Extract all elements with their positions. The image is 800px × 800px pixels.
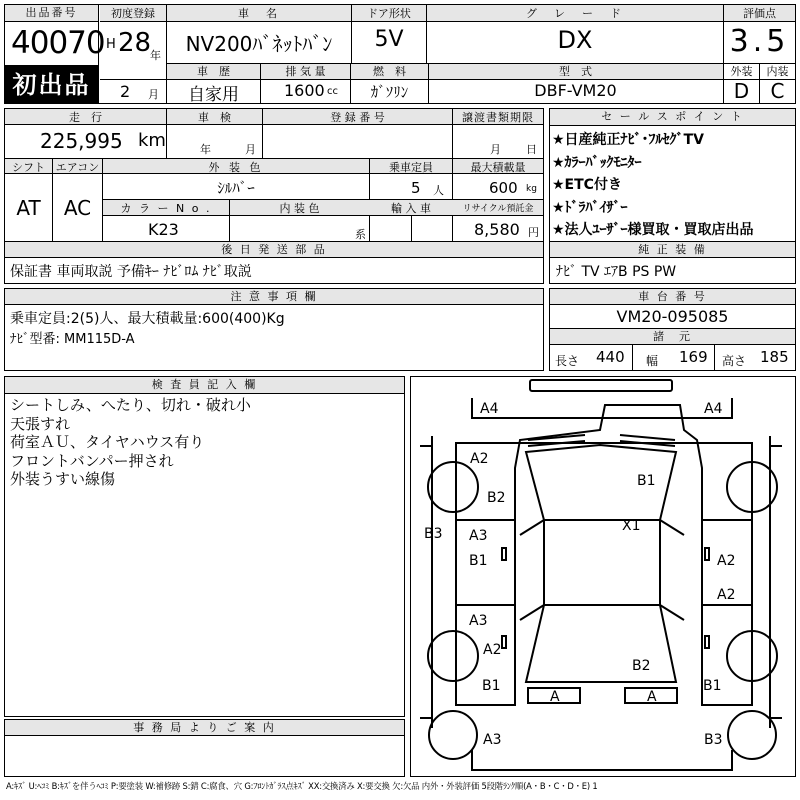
damage-legend: A:ｷｽﾞ U:ﾍｺﾐ B:ｷｽﾞを伴うﾍｺﾐ P:要塗装 W:補修跡 S:錆 C:腐食、穴 G:ﾌﾛﾝﾄｶﾞﾗｽ点ｷｽﾞ XX:交換済み X:要交換 欠:欠品 内外・外装評価 5段階ﾗﾝｸ順(A・B・C・D・E) 1 bbox=[6, 781, 598, 791]
mark-a2-right-1: A2 bbox=[717, 553, 736, 569]
lot-number: 40070 bbox=[11, 25, 105, 61]
model-label: 型 式 bbox=[559, 65, 592, 78]
sales-point: ★日産純正ﾅﾋﾞ･ﾌﾙｾｸﾞTV bbox=[552, 132, 704, 148]
mark-b1-top: B1 bbox=[637, 473, 656, 489]
mark-a-right: A bbox=[647, 689, 657, 705]
inspector-notes bbox=[10, 396, 251, 489]
chassis-number: VM20-095085 bbox=[616, 307, 729, 326]
color-number: K23 bbox=[148, 220, 179, 239]
later-parts: 保証書 車両取説 予備ｷｰ ﾅﾋﾞﾛﾑ ﾅﾋﾞ取説 bbox=[10, 264, 252, 280]
capacity-unit: 人 bbox=[433, 184, 444, 197]
score-label: 評価点 bbox=[743, 7, 776, 20]
inspection-month-unit: 月 bbox=[245, 143, 256, 156]
inspection-label: 車 検 bbox=[198, 111, 231, 124]
history: 自家用 bbox=[188, 85, 239, 105]
maxload-label: 最大積載量 bbox=[470, 161, 526, 174]
sales-point: ★ETC付き bbox=[552, 177, 622, 193]
capacity-label: 乗車定員 bbox=[389, 161, 433, 174]
spec-label: 諸 元 bbox=[550, 328, 795, 345]
mark-b1-left: B1 bbox=[469, 553, 488, 569]
recycle-fee: 8,580 bbox=[474, 220, 520, 239]
interior-unit: 系 bbox=[355, 228, 366, 241]
height-label: 高さ bbox=[722, 354, 747, 368]
sales-label: セ ー ル ス ポ イ ン ト bbox=[550, 109, 795, 126]
lot-label: 出品番号 bbox=[5, 5, 98, 22]
later-label: 後 日 発 送 部 品 bbox=[5, 241, 543, 258]
car-damage-diagram bbox=[410, 376, 796, 777]
mark-a3-bottom: A3 bbox=[483, 732, 502, 748]
ext-label: 外装 bbox=[730, 65, 753, 78]
mark-a4-left: A4 bbox=[480, 401, 499, 417]
inspector-line: 天張すれ bbox=[10, 414, 71, 433]
fuel-label: 燃 料 bbox=[373, 65, 406, 78]
mark-b1-bottom-left: B1 bbox=[482, 678, 501, 694]
length: 440 bbox=[596, 348, 625, 366]
mark-a2-left: A2 bbox=[483, 642, 502, 658]
inspection-year-unit: 年 bbox=[200, 143, 211, 156]
width-label: 幅 bbox=[646, 354, 659, 368]
regno-label: 登 録 番 号 bbox=[330, 111, 385, 124]
capacity: 5 bbox=[411, 179, 421, 197]
mileage-label: 走 行 bbox=[69, 111, 102, 124]
equip-label: 純 正 装 備 bbox=[550, 241, 795, 258]
lot-cell bbox=[4, 4, 105, 66]
mark-a2-top: A2 bbox=[470, 451, 489, 467]
import-label: 輸 入 車 bbox=[391, 202, 431, 215]
mark-b2-center: B2 bbox=[632, 658, 651, 674]
office-label: 事 務 局 よ り ご 案 内 bbox=[5, 720, 404, 736]
inspector-line: 外装うすい線傷 bbox=[10, 470, 116, 488]
aircon: AC bbox=[63, 196, 92, 220]
maxload: 600 bbox=[489, 179, 518, 197]
score: 3.5 bbox=[729, 24, 790, 59]
interior-label: 内 装 色 bbox=[279, 202, 320, 215]
reg-month: 2 bbox=[120, 82, 131, 101]
recycle-unit: 円 bbox=[528, 226, 539, 239]
car-name: NV200ﾊﾞﾈｯﾄﾊﾞﾝ bbox=[185, 32, 333, 56]
disp-unit: cc bbox=[327, 86, 338, 97]
inspector-label: 検 査 員 記 入 欄 bbox=[5, 377, 404, 394]
reg-label: 初度登録 bbox=[111, 7, 155, 20]
mark-a-left: A bbox=[550, 689, 560, 705]
mark-b3-left: B3 bbox=[424, 526, 443, 542]
recycle-label: リサイクル預託金 bbox=[462, 204, 534, 214]
reg-month-unit: 月 bbox=[148, 88, 159, 101]
mark-b1-bottom-right: B1 bbox=[703, 678, 722, 694]
sales-point: ★ﾄﾞﾗﾊﾞｲｻﾞｰ bbox=[552, 199, 628, 216]
mark-a4-right: A4 bbox=[704, 401, 723, 417]
disp-label: 排 気 量 bbox=[285, 65, 326, 78]
grade: DX bbox=[557, 26, 593, 54]
sales-point: ★ｶﾗｰﾊﾞｯｸﾓﾆﾀｰ bbox=[552, 154, 642, 171]
color-label: 外 装 色 bbox=[208, 161, 264, 174]
first-listing-badge: 初出品 bbox=[4, 66, 99, 104]
maxload-unit: kg bbox=[526, 184, 537, 194]
transfer-month-unit: 月 bbox=[490, 143, 501, 156]
standard-equipment: ﾅﾋﾞ TV ｴｱB PS PW bbox=[556, 264, 677, 280]
grade-label: グ レ ー ド bbox=[526, 7, 624, 20]
mark-b2-left: B2 bbox=[487, 490, 506, 506]
sales-point-list bbox=[552, 129, 754, 242]
height: 185 bbox=[760, 348, 789, 366]
notes-line-2: ﾅﾋﾞ型番: MM115D-A bbox=[10, 332, 135, 347]
transfer-label: 譲渡書類期限 bbox=[462, 111, 534, 124]
door-label: ドア形状 bbox=[367, 7, 411, 20]
mileage: 225,995 bbox=[40, 129, 123, 153]
fuel: ｶﾞｿﾘﾝ bbox=[370, 83, 409, 101]
width: 169 bbox=[679, 348, 708, 366]
shift: AT bbox=[16, 196, 41, 220]
shift-label: シフト bbox=[12, 161, 45, 174]
mark-a2-right-2: A2 bbox=[717, 587, 736, 603]
reg-year: 28 bbox=[118, 28, 152, 58]
inspector-line: シートしみ、へたり、切れ・破れ小 bbox=[10, 396, 251, 414]
mark-a3-left-1: A3 bbox=[469, 528, 488, 544]
ext-grade: D bbox=[733, 79, 750, 103]
length-label: 長さ bbox=[555, 354, 580, 368]
mileage-unit: km bbox=[138, 130, 166, 151]
history-label: 車 歴 bbox=[197, 65, 230, 78]
chassis-label: 車 台 番 号 bbox=[550, 289, 795, 305]
int-grade: C bbox=[770, 79, 785, 103]
mark-a3-left-2: A3 bbox=[469, 613, 488, 629]
model-code: DBF-VM20 bbox=[534, 81, 617, 100]
notes-label: 注 意 事 項 欄 bbox=[5, 289, 543, 305]
door-type: 5V bbox=[374, 27, 404, 52]
transfer-day-unit: 日 bbox=[526, 143, 537, 156]
ac-label: エアコン bbox=[55, 161, 100, 174]
colorno-label: カ ラ ー N o . bbox=[120, 202, 212, 215]
reg-era: H bbox=[106, 37, 116, 52]
inspector-line: フロントバンパー押され bbox=[10, 451, 174, 470]
mark-x1: X1 bbox=[622, 518, 641, 534]
displacement: 1600 bbox=[284, 81, 325, 100]
exterior-color: ｼﾙﾊﾞｰ bbox=[217, 179, 255, 197]
reg-year-unit: 年 bbox=[150, 49, 161, 62]
inspector-line: 荷室ＡＵ、タイヤハウス有り bbox=[10, 433, 205, 451]
name-label: 車 名 bbox=[238, 7, 280, 20]
int-label: 内装 bbox=[766, 65, 789, 78]
mark-b3-bottom: B3 bbox=[704, 732, 723, 748]
notes-line-1: 乗車定員:2(5)人、最大積載量:600(400)Kg bbox=[10, 311, 285, 327]
sales-point: ★法人ﾕｰｻﾞｰ様買取・買取店出品 bbox=[552, 222, 754, 238]
